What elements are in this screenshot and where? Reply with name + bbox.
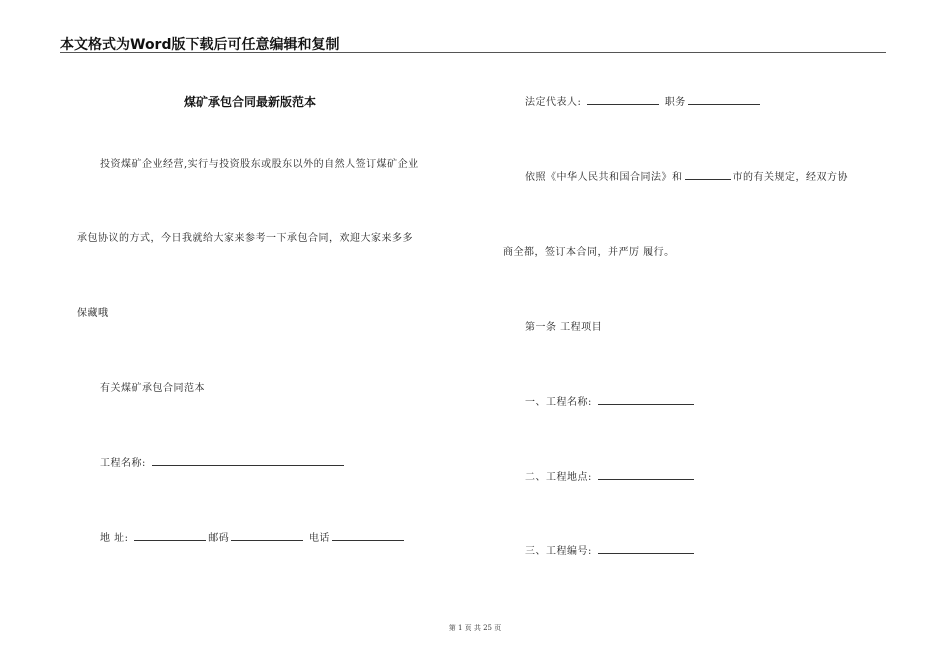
intro-line-2: 承包协议的方式，今日我就给大家来参考一下承包合同，欢迎大家来多多 xyxy=(77,233,413,244)
position-blank[interactable] xyxy=(688,93,760,105)
address-blank[interactable] xyxy=(134,529,206,541)
position-label: 职务 xyxy=(664,97,686,108)
intro-line-1: 投资煤矿企业经营,实行与投资股东或股东以外的自然人签订煤矿企业 xyxy=(100,159,419,170)
document-title: 煤矿承包合同最新版范本 xyxy=(184,95,317,109)
legal-rep-label: 法定代表人: xyxy=(525,97,582,108)
item-project-number xyxy=(525,542,696,557)
basis-text-a: 依照《中华人民共和国合同法》和 xyxy=(525,172,683,183)
postcode-blank[interactable] xyxy=(231,529,303,541)
page-footer: 第 1 页 共 25 页 xyxy=(448,624,502,632)
phone-blank[interactable] xyxy=(332,529,404,541)
item-1-blank[interactable] xyxy=(598,393,694,405)
item-3-blank[interactable] xyxy=(598,542,694,554)
phone-label: 电话 xyxy=(308,533,330,544)
document-banner: 本文格式为Word版下载后可任意编辑和复制 xyxy=(60,37,340,53)
basis-text-b: 市的有关规定，经双方协 xyxy=(732,172,848,183)
project-name-blank[interactable] xyxy=(152,454,344,466)
project-name-label: 工程名称: xyxy=(100,458,146,469)
item-3-label: 三、工程编号: xyxy=(525,546,592,557)
basis-line-2: 商全都，签订本合同，并严厉 履行。 xyxy=(503,247,675,258)
address-label: 地 址: xyxy=(100,533,129,544)
article-1-heading: 第一条 工程项目 xyxy=(525,322,603,333)
legal-rep-row xyxy=(525,93,762,108)
item-2-blank[interactable] xyxy=(598,468,694,480)
item-project-name xyxy=(525,393,696,408)
section-subheading: 有关煤矿承包合同范本 xyxy=(100,383,205,394)
item-project-location xyxy=(525,468,696,483)
address-row xyxy=(100,529,406,544)
basis-line-1 xyxy=(525,168,848,183)
postcode-label: 邮码 xyxy=(208,533,230,544)
item-1-label: 一、工程名称: xyxy=(525,397,592,408)
legal-rep-blank[interactable] xyxy=(587,93,659,105)
intro-line-3: 保藏哦 xyxy=(77,308,109,319)
project-name-row xyxy=(100,454,346,469)
city-blank[interactable] xyxy=(685,168,731,180)
banner-divider xyxy=(60,52,886,53)
item-2-label: 二、工程地点: xyxy=(525,472,592,483)
